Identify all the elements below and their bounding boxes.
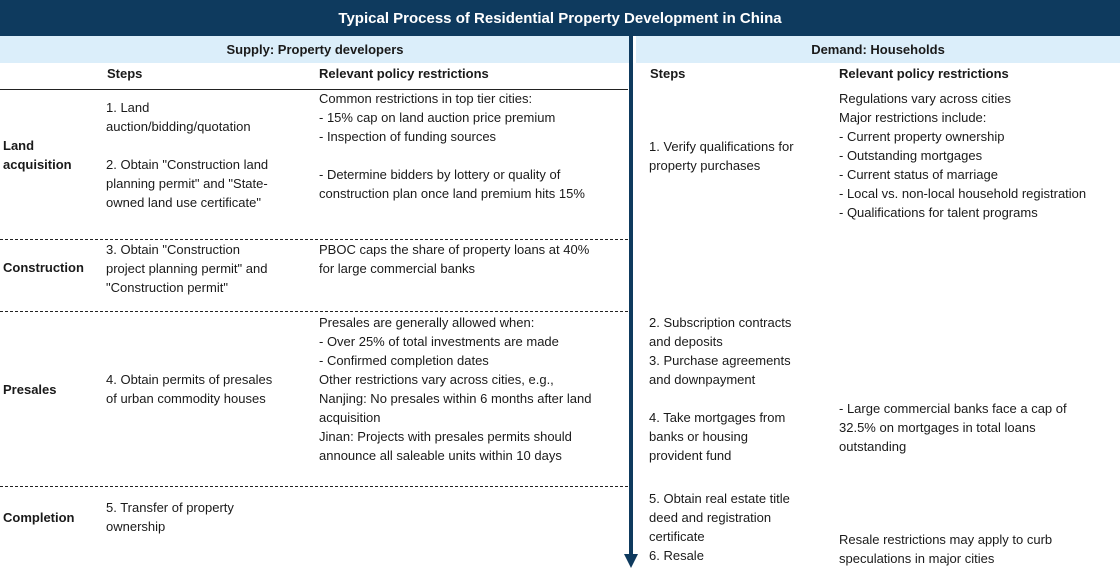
completion-demand-policy: Resale restrictions may apply to curb speculations in major cities bbox=[839, 532, 1053, 566]
demand-header: Demand: Households bbox=[636, 36, 1120, 63]
land-supply-steps: 1. Land auction/bidding/quotation 2. Obtain "Construction land planning permit" and "State- owned land use certificate" bbox=[106, 100, 269, 210]
construction-supply-steps: 3. Obtain "Construction project planning permit" and "Construction permit" bbox=[106, 242, 268, 295]
presales-supply-policy: Presales are generally allowed when: - Over 25% of total investments are made - Confirmed completion dates Other restrictions vary across cities, e.g., Nanjing: No presales within 6 months after land acquisition Jinan: Projects with presales permits should announce all saleable units within 10 days bbox=[319, 315, 592, 463]
land-demand-policy: Regulations vary across cities Major restrictions include: - Current property ownership - Outstanding mortgages - Current status of marriage - Local vs. non-local household registration - Qualifications for talent programs bbox=[839, 91, 1087, 220]
land-supply-policy: Common restrictions in top tier cities: - 15% cap on land auction price premium - Inspection of funding sources - Determine bidders by lottery or quality of construction plan once land premium hits 15% bbox=[319, 91, 585, 201]
demand-policy-heading: Relevant policy restrictions bbox=[839, 66, 1009, 81]
stage-label-presales: Presales bbox=[3, 382, 57, 397]
stage-divider-completion bbox=[0, 486, 628, 487]
supply-policy-heading: Relevant policy restrictions bbox=[319, 66, 489, 81]
diagram-title: Typical Process of Residential Property Development in China bbox=[0, 0, 1120, 36]
demand-steps-heading: Steps bbox=[650, 66, 686, 81]
stage-divider-presales bbox=[0, 311, 628, 312]
completion-demand-steps: 5. Obtain real estate title deed and registration certificate 6. Resale bbox=[649, 491, 790, 563]
completion-supply-steps: 5. Transfer of property ownership bbox=[106, 500, 234, 534]
presales-demand-steps: 2. Subscription contracts and deposits 3. Purchase agreements and downpayment 4. Take mortgages from banks or housing provident fund bbox=[649, 315, 792, 463]
stage-label-construction: Construction bbox=[3, 260, 84, 275]
land-demand-steps: 1. Verify qualifications for property purchases bbox=[649, 139, 794, 173]
supply-steps-heading: Steps bbox=[107, 66, 143, 81]
stage-label-land-acquisition: Land acquisition bbox=[3, 138, 72, 172]
supply-header: Supply: Property developers bbox=[0, 36, 630, 63]
presales-supply-steps: 4. Obtain permits of presales of urban commodity houses bbox=[106, 372, 273, 406]
process-arrow-shaft bbox=[629, 36, 633, 556]
construction-supply-policy: PBOC caps the share of property loans at 40% for large commercial banks bbox=[319, 242, 590, 276]
arrow-down-icon bbox=[624, 554, 638, 568]
stage-label-completion: Completion bbox=[3, 510, 75, 525]
presales-demand-policy: - Large commercial banks face a cap of 32.5% on mortgages in total loans outstanding bbox=[839, 401, 1067, 454]
